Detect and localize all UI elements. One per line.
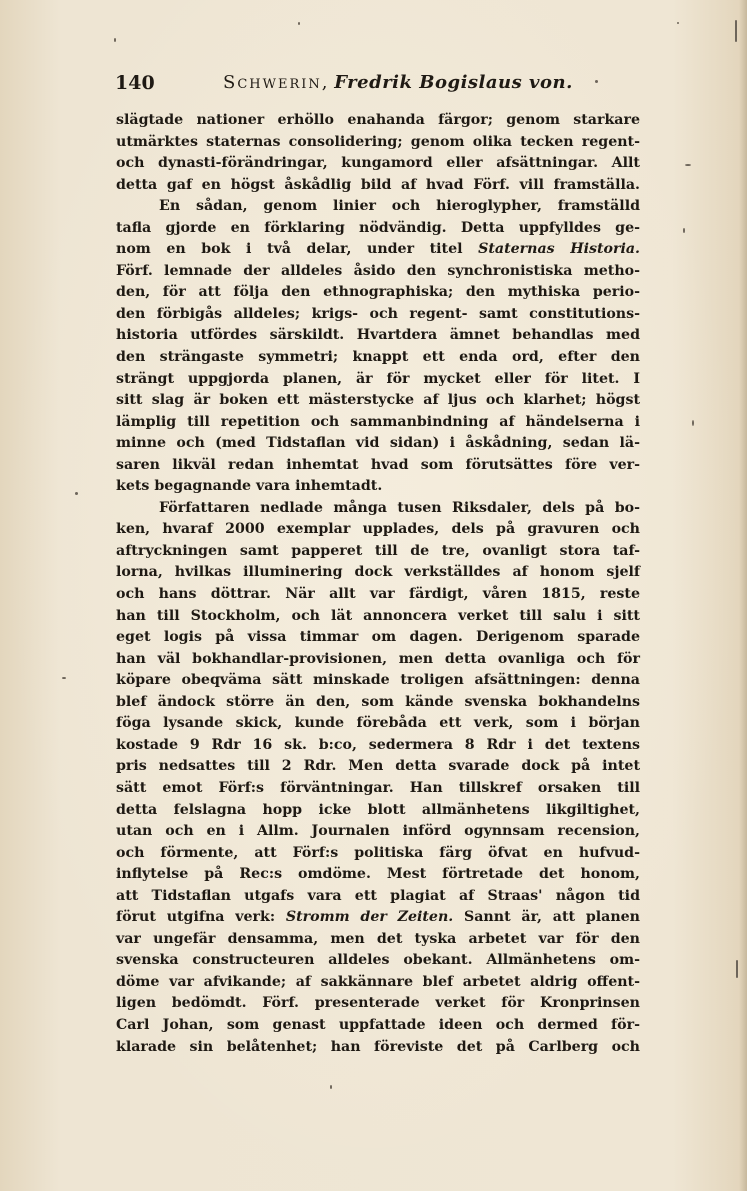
paper-speck	[298, 22, 300, 25]
paper-speck	[75, 492, 78, 495]
text-line: detta felslagna hopp icke blott allmänhetens likgiltighet,	[116, 801, 640, 818]
paper-speck	[735, 20, 737, 42]
paper-speck	[114, 38, 116, 42]
text-line: klarade sin belåtenhet; han föreviste det på Carlberg och	[116, 1038, 640, 1055]
text-line: döme var afvikande; af sakkännare blef arbetet aldrig offent-	[116, 973, 640, 990]
text-line: slägtade nationer erhöllo enahanda färgor; genom starkare	[116, 112, 640, 128]
text-line: han väl bokhandlar-provisionen, men detta ovanliga och för	[116, 650, 640, 667]
text-line: eget logis på vissa timmar om dagen. Derigenom sparade	[116, 629, 640, 646]
author-name: Schwerin	[223, 72, 322, 93]
body-text	[116, 110, 640, 1058]
text-line: var ungefär densamma, men det tyska arbetet var för den	[116, 930, 640, 947]
text-line: den förbigås alldeles; krigs- och regent- samt constitutions-	[116, 305, 640, 322]
text-line: kostade 9 Rdr 16 sk. b:co, sedermera 8 Rdr i det textens	[116, 736, 640, 753]
text-line: historia utfördes särskildt. Hvartdera ämnet behandlas med	[116, 327, 640, 344]
text-line: sitt slag är boken ett mästerstycke af ljus och klarhet; högst	[116, 392, 640, 409]
text-line: svenska constructeuren alldeles obekant. Allmänhetens om-	[116, 952, 640, 969]
text-line: pris nedsattes till 2 Rdr. Men detta svarade dock på intet	[116, 758, 640, 775]
text-line: utan och en i Allm. Journalen införd ogynnsam recension,	[116, 823, 640, 840]
text-line: blef ändock större än den, som kände svenska bokhandelns	[116, 693, 640, 710]
text-line: ligen bedömdt. Förf. presenterade verket för Kronprinsen	[116, 995, 640, 1012]
text-line: att Tidstaflan utgafs vara ett plagiat af Straas' någon tid	[116, 887, 640, 904]
paper-speck	[685, 164, 691, 166]
paper-speck	[595, 80, 598, 83]
paper-speck	[683, 228, 685, 233]
text-line: Författaren nedlade många tusen Riksdaler, dels på bo-	[159, 499, 640, 516]
text-line: förut utgifna verk: Stromm der Zeiten. Sannt är, att planen	[116, 909, 640, 926]
page-number: 140	[115, 72, 155, 94]
text-line: köpare obeqväma sätt minskade troligen afsättningen: denna	[116, 672, 640, 689]
running-header	[113, 66, 673, 96]
text-line: detta gaf en högst åskådlig bild af hvad Förf. vill framställa.	[116, 176, 640, 193]
text-line: nom en bok i två delar, under titel Staternas Historia.	[116, 241, 640, 258]
text-line: aftryckningen samt papperet till de tre, ovanligt stora taf-	[116, 542, 640, 559]
text-line: kets begagnande vara inhemtadt.	[116, 478, 383, 495]
text-line: ken, hvaraf 2000 exemplar upplades, dels på gravuren och	[116, 521, 640, 538]
text-line: utmärktes staternas consolidering; genom olika tecken regent-	[116, 133, 640, 150]
text-line: strängt uppgjorda planen, är för mycket eller för litet. I	[116, 370, 640, 387]
topic-title: Fredrik Bogislaus von.	[334, 72, 573, 93]
page-edge-shadow	[739, 0, 747, 1191]
book-title-staternas-historia: Staternas Historia.	[478, 241, 640, 258]
text-line: Carl Johan, som genast uppfattade ideen och dermed för-	[116, 1016, 640, 1033]
text-line: och hans döttrar. När allt var färdigt, våren 1815, reste	[116, 586, 640, 603]
text-line: En sådan, genom linier och hieroglypher, framställd	[159, 198, 640, 215]
text-line: tafla gjorde en förklaring nödvändig. Detta uppfylldes ge-	[116, 219, 640, 236]
text-line: och förmente, att Förf:s politiska färg öfvat en hufvud-	[116, 844, 640, 861]
text-line: den, för att följa den ethnographiska; den mythiska perio-	[116, 284, 640, 301]
text-line: sätt emot Förf:s förväntningar. Han tillskref orsaken till	[116, 779, 640, 796]
text-line: den strängaste symmetri; knappt ett enda ord, efter den	[116, 349, 640, 366]
text-line: lämplig till repetition och sammanbindning af händelserna i	[116, 413, 640, 430]
paper-speck	[330, 1085, 332, 1089]
text-line: minne och (med Tidstaflan vid sidan) i åskådning, sedan lä-	[116, 435, 640, 452]
text-line: och dynasti-förändringar, kungamord eller afsättningar. Allt	[116, 155, 640, 172]
running-head-title: Schwerin, Fredrik Bogislaus von.	[223, 72, 573, 93]
paper-speck	[736, 960, 738, 978]
text-line: saren likväl redan inhemtat hvad som förutsättes före ver-	[116, 456, 640, 473]
paper-speck	[677, 22, 679, 24]
text-line: Förf. lemnade der alldeles åsido den synchronistiska metho-	[116, 262, 640, 279]
text-line: lorna, hvilkas illuminering dock verkställdes af honom sjelf	[116, 564, 640, 581]
book-title-stromm-der-zeiten: Stromm der Zeiten.	[285, 909, 454, 926]
text-line: inflytelse på Rec:s omdöme. Mest förtretade det honom,	[116, 866, 640, 883]
text-line: föga lysande skick, kunde förebåda ett verk, som i början	[116, 715, 640, 732]
text-line: han till Stockholm, och lät annoncera verket till salu i sitt	[116, 607, 640, 624]
paper-speck	[62, 677, 66, 679]
paper-speck	[692, 420, 694, 426]
